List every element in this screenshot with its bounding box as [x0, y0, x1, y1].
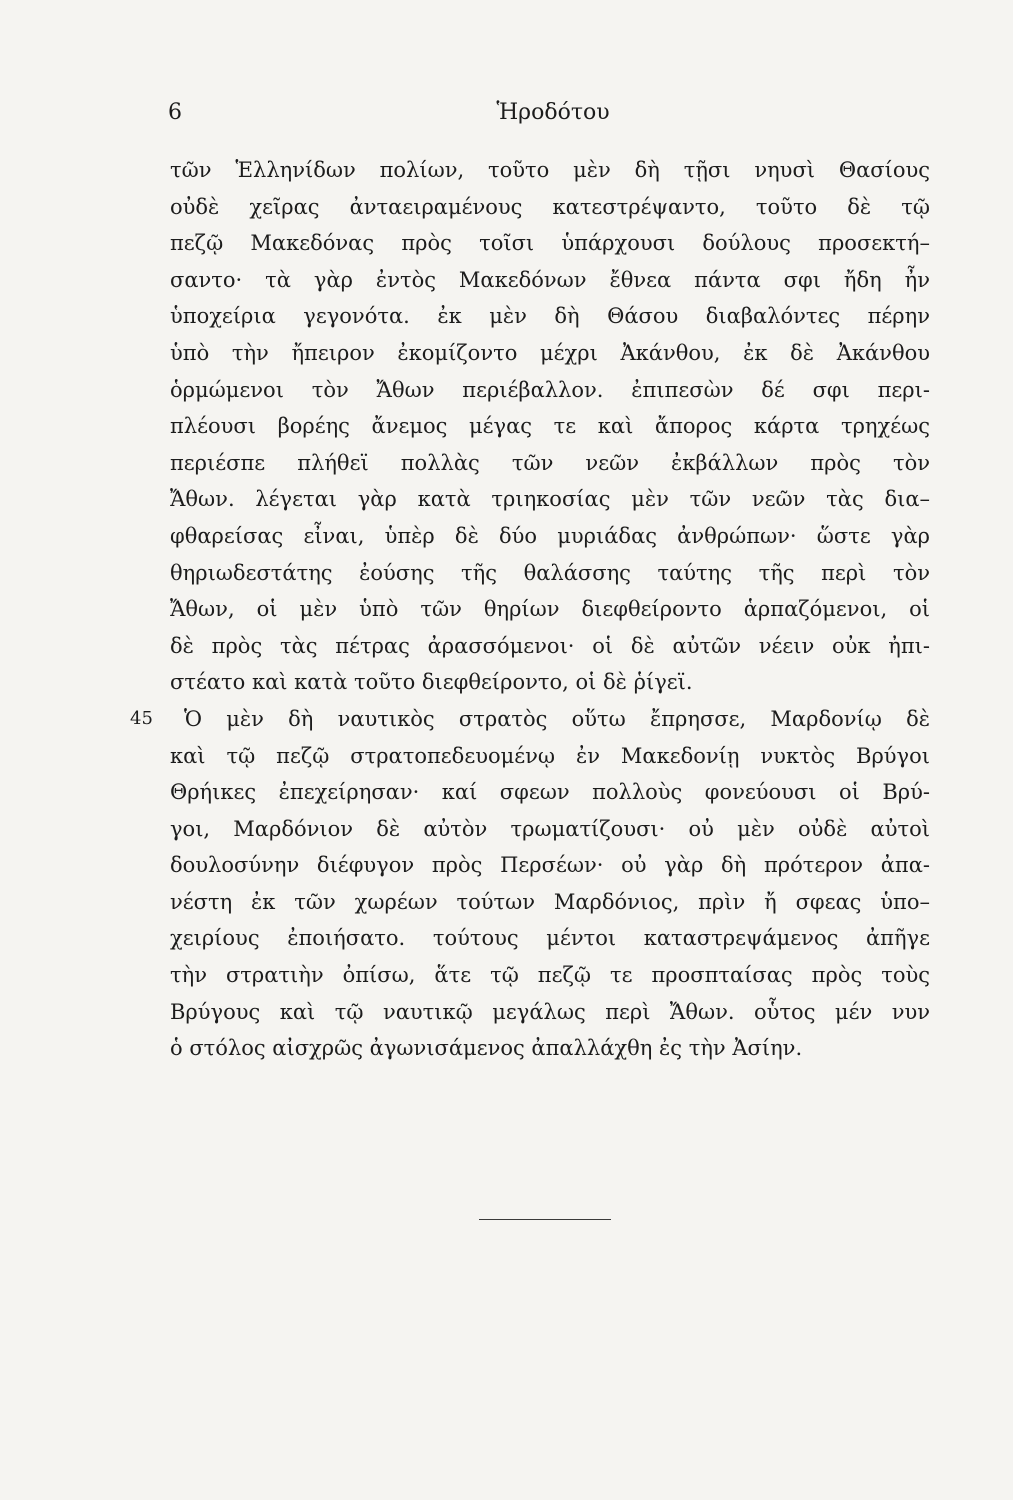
text-line: φθαρείσας εἶναι, ὑπὲρ δὲ δύο μυριάδας ἀνθρώπων· ὥστε γὰρ: [170, 523, 930, 548]
text-line: δὲ πρὸς τὰς πέτρας ἀρασσόμενοι· οἱ δὲ αὐτῶν νέειν οὐκ ἠπι-: [170, 633, 930, 658]
text-line: Ὁ μὲν δὴ ναυτικὸς στρατὸς οὕτω ἔπρησσε, Μαρδονίῳ δὲ: [184, 706, 930, 731]
text-line: Θρήικες ἐπεχείρησαν· καί σφεων πολλοὺς φονεύουσι οἱ Βρύ-: [170, 780, 930, 805]
text-line: τὴν στρατιὴν ὀπίσω, ἅτε τῷ πεζῷ τε προσπταίσας πρὸς τοὺς: [170, 963, 930, 988]
text-line: θηριωδεστάτης ἐούσης τῆς θαλάσσης ταύτης τῆς περὶ τὸν: [170, 560, 930, 585]
page-number: 6: [168, 100, 182, 125]
text-line: πεζῷ Μακεδόνας πρὸς τοῖσι ὑπάρχουσι δούλους προσεκτή–: [170, 231, 930, 256]
text-line: δουλοσύνην διέφυγον πρὸς Περσέων· οὐ γὰρ δὴ πρότερον ἀπα-: [170, 853, 930, 878]
text-line: γοι, Μαρδόνιον δὲ αὐτὸν τρωματίζουσι· οὐ μὲν οὐδὲ αὐτοὶ: [170, 816, 930, 841]
chapter-number: 45: [130, 707, 153, 729]
text-line: ὑποχείρια γεγονότα. ἐκ μὲν δὴ Θάσου διαβαλόντες πέρην: [170, 304, 930, 329]
text-line: οὐδὲ χεῖρας ἀνταειραμένους κατεστρέψαντο, τοῦτο δὲ τῷ: [170, 194, 930, 219]
text-line: Ἄθων. λέγεται γὰρ κατὰ τριηκοσίας μὲν τῶν νεῶν τὰς δια–: [170, 487, 930, 512]
text-line: νέστη ἐκ τῶν χωρέων τούτων Μαρδόνιος, πρὶν ἤ σφεας ὑπο–: [170, 889, 930, 914]
text-line: ὁρμώμενοι τὸν Ἄθων περιέβαλλον. ἐπιπεσὼν δέ σφι περι-: [170, 377, 930, 402]
text-line: ὁ στόλος αἰσχρῶς ἀγωνισάμενος ἀπαλλάχθη ἐς τὴν Ἀσίην.: [170, 1036, 803, 1061]
running-head: Ἡροδότου: [496, 100, 610, 125]
text-line: στέατο καὶ κατὰ τοῦτο διεφθείροντο, οἱ δὲ ῥίγεϊ.: [170, 670, 693, 695]
section-end-rule: [479, 1219, 611, 1220]
text-line: ὑπὸ τὴν ἤπειρον ἐκομίζοντο μέχρι Ἀκάνθου, ἐκ δὲ Ἀκάνθου: [170, 340, 930, 365]
text-line: σαντο· τὰ γὰρ ἐντὸς Μακεδόνων ἔθνεα πάντα σφι ἤδη ἦν: [170, 267, 930, 292]
body-text: [130, 152, 930, 1067]
paragraph-first-line: [130, 701, 930, 738]
text-line: καὶ τῷ πεζῷ στρατοπεδευομένῳ ἐν Μακεδονίῃ νυκτὸς Βρύγοι: [170, 743, 930, 768]
text-line: πλέουσι βορέης ἄνεμος μέγας τε καὶ ἄπορος κάρτα τρηχέως: [170, 414, 930, 439]
text-line: περιέσπε πλήθεϊ πολλὰς τῶν νεῶν ἐκβάλλων πρὸς τὸν: [170, 450, 930, 475]
text-line: χειρίους ἐποιήσατο. τούτους μέντοι καταστρεψάμενος ἀπῆγε: [170, 926, 930, 951]
text-line: τῶν Ἑλληνίδων πολίων, τοῦτο μὲν δὴ τῇσι νηυσὶ Θασίους: [170, 158, 930, 182]
text-line: Ἄθων, οἱ μὲν ὑπὸ τῶν θηρίων διεφθείροντο ἁρπαζόμενοι, οἱ: [170, 597, 930, 622]
text-line: Βρύγους καὶ τῷ ναυτικῷ μεγάλως περὶ Ἄθων. οὗτος μέν νυν: [170, 999, 930, 1024]
page-header: [168, 96, 938, 130]
